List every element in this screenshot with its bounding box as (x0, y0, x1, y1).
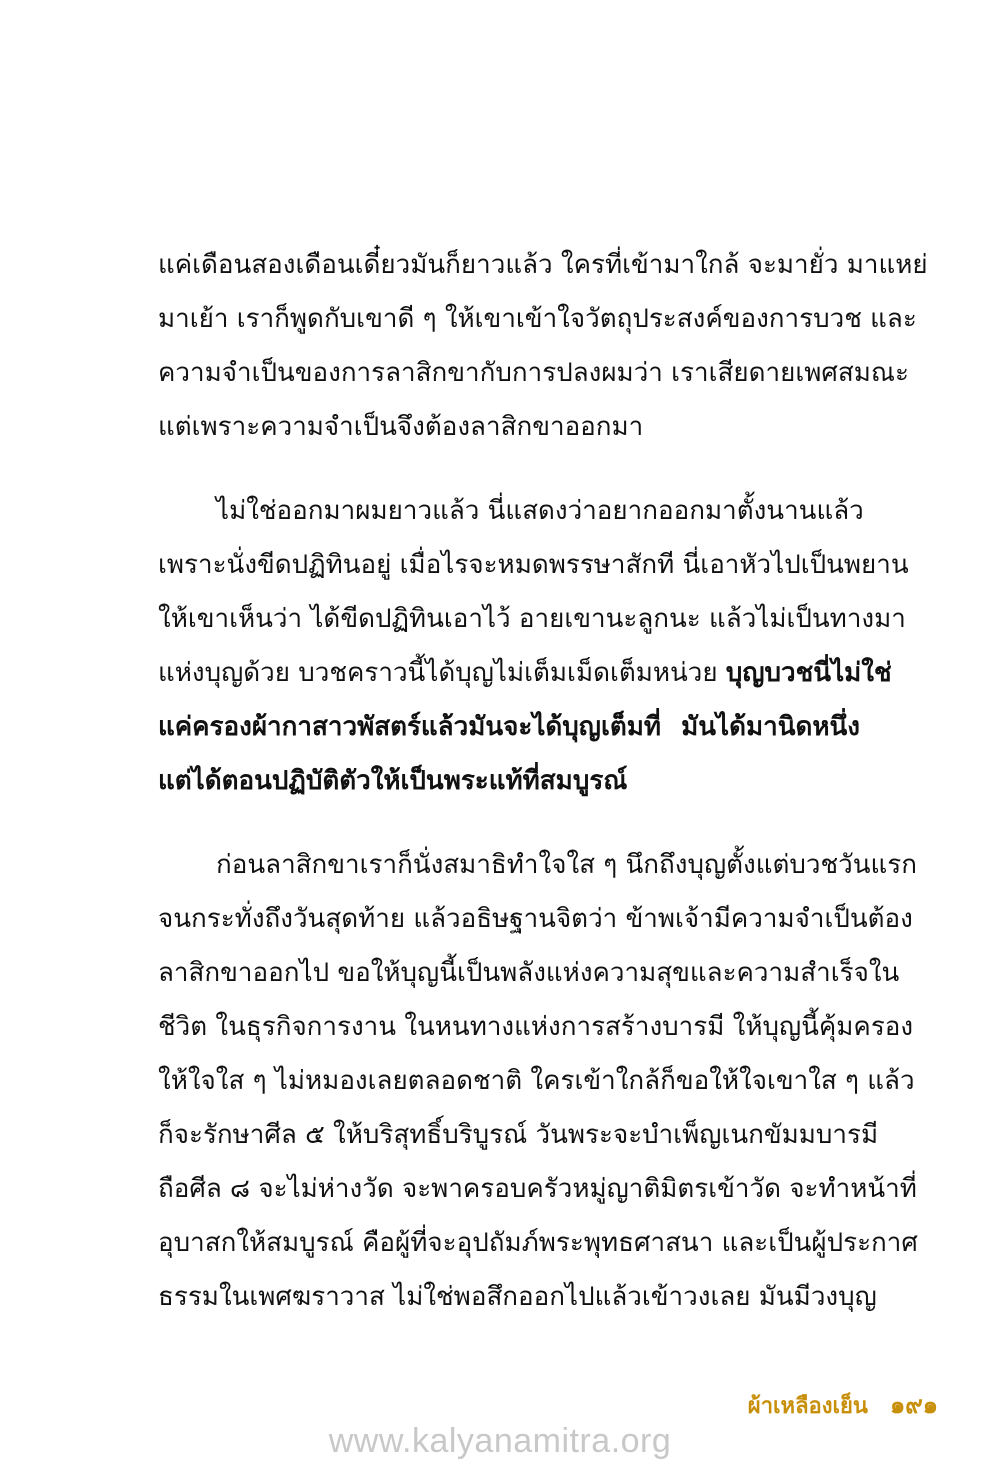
text-line: ก่อนลาสิกขาเราก็นั่งสมาธิทำใจใส ๆ นึกถึงบุญตั้งแต่บวชวันแรก (216, 850, 917, 880)
text-line: ไม่ใช่ออกมาผมยาวแล้ว นี่แสดงว่าอยากออกมาตั้งนานแล้ว (216, 496, 864, 526)
text-line: อุบาสกให้สมบูรณ์ คือผู้ที่จะอุปถัมภ์พระพุทธศาสนา และเป็นผู้ประกาศ (158, 1228, 918, 1258)
paragraph-3 (158, 838, 918, 1324)
text-line-bold: แค่ครองผ้ากาสาวพัสตร์แล้วมันจะได้บุญเต็มที่ มันได้มานิดหนึ่ง (158, 712, 860, 742)
text-line: ชีวิต ในธุรกิจการงาน ในหนทางแห่งการสร้างบารมี ให้บุญนี้คุ้มครอง (158, 1012, 914, 1042)
text-line: ธรรมในเพศฆราวาส ไม่ใช่พอสึกออกไปแล้วเข้าวงเลย มันมีวงบุญ (158, 1282, 877, 1312)
text-line-mixed (158, 646, 892, 700)
paragraph-1 (158, 238, 928, 454)
text-line: แต่เพราะความจำเป็นจึงต้องลาสิกขาออกมา (158, 412, 644, 442)
text-bold: บุญบวชนี่ไม่ใช่ (725, 658, 892, 688)
text-line: แค่เดือนสองเดือนเดี๋ยวมันก็ยาวแล้ว ใครที่เข้ามาใกล้ จะมายั่ว มาแหย่ (158, 250, 928, 280)
book-title: ผ้าเหลืองเย็น (747, 1394, 868, 1419)
text-line: มาเย้า เราก็พูดกับเขาดี ๆ ให้เขาเข้าใจวัตถุประสงค์ของการบวช และ (158, 304, 917, 334)
page-number: ๑๙๑ (889, 1391, 938, 1419)
text-line: ก็จะรักษาศีล ๕ ให้บริสุทธิ์บริบูรณ์ วันพระจะบำเพ็ญเนกขัมมบารมี (158, 1120, 879, 1150)
text-line: จนกระทั่งถึงวันสุดท้าย แล้วอธิษฐานจิตว่า ข้าพเจ้ามีความจำเป็นต้อง (158, 904, 913, 934)
text-line: ถือศีล ๘ จะไม่ห่างวัด จะพาครอบครัวหมู่ญาติมิตรเข้าวัด จะทำหน้าที่ (158, 1174, 917, 1204)
text-line: ความจำเป็นของการลาสิกขากับการปลงผมว่า เราเสียดายเพศสมณะ (158, 358, 909, 388)
page-body (158, 238, 928, 1354)
text-line: ลาสิกขาออกไป ขอให้บุญนี้เป็นพลังแห่งความสุขและความสำเร็จใน (158, 958, 900, 988)
text-line: ให้เขาเห็นว่า ได้ขีดปฏิทินเอาไว้ อายเขานะลูกนะ แล้วไม่เป็นทางมา (158, 604, 906, 634)
text-normal: แห่งบุญด้วย บวชคราวนี้ได้บุญไม่เต็มเม็ดเต็มหน่วย (158, 658, 726, 688)
text-line: ให้ใจใส ๆ ไม่หมองเลยตลอดชาติ ใครเข้าใกล้ก็ขอให้ใจเขาใส ๆ แล้ว (158, 1066, 915, 1096)
paragraph-2 (158, 484, 909, 808)
website-watermark: www.kalyanamitra.org (328, 1422, 672, 1460)
text-line: เพราะนั่งขีดปฏิทินอยู่ เมื่อไรจะหมดพรรษาสักที นี่เอาหัวไปเป็นพยาน (158, 550, 909, 580)
text-line-bold: แต่ได้ตอนปฏิบัติตัวให้เป็นพระแท้ที่สมบูรณ์ (158, 766, 628, 796)
page-footer (748, 1385, 938, 1424)
